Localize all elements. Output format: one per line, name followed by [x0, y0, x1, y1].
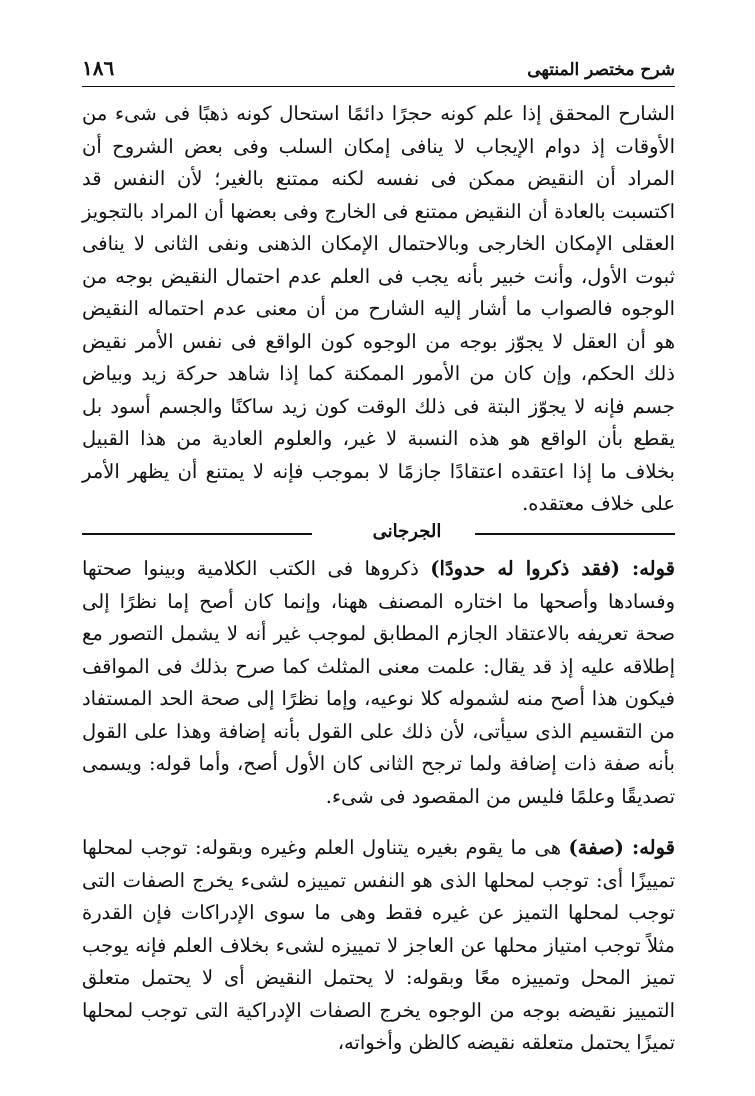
divider-rule-right [475, 533, 675, 535]
gloss-lead: قوله: (فقد ذكروا له حدودًا) [430, 557, 675, 580]
gloss-lead: قوله: (صفة) [568, 836, 676, 859]
paragraph-text: ذكروها فى الكتب الكلامية وبينوا صحتها وفسادها وأصحها ما اختاره المصنف ههنا، وإنما كان أصح إما نظرًا إلى صحة تعريفه بالاعتقاد الجازم المطابق لموجب غير أنه لا يشمل التصور مع إطلاقه عليه إذ قد يقال: علمت معنى المثلث كما صرح بذلك فى المواقف فيكون هذا أصح منه لشموله كلا نوعيه، وإما نظرًا إلى صحة الحد المستفاد من التقسيم الذى سيأتى، لأن ذلك على القول بأنه إضافة وهذا على القول بأنه صفة ذات إضافة ولما ترجح الثانى كان الأول أصح، وأما قوله: ويسمى تصديقًا وعلمًا فليس من المقصود فى شىء. [82, 557, 675, 808]
commentary-paragraph-1 [82, 98, 675, 521]
gloss-paragraph-2 [82, 832, 675, 1060]
gloss-paragraph-1 [82, 553, 675, 813]
paragraph-text: الشارح المحقق إذا علم كونه حجرًا دائمًا استحال كونه ذهبًا فى شىء من الأوقات إذ دوام الإيجاب لا ينافى إمكان السلب وفى بعض الشروح أن المراد أن النقيض ممكن فى نفسه لكنه ممتنع بالغير؛ لأن النفس قد اكتسبت بالعادة أن النقيض ممتنع فى الخارج وفى بعضها أن المراد بالتجويز العقلى الإمكان الخارجى وبالاحتمال الإمكان الذهنى ونفى الثانى لا ينافى ثبوت الأول، وأنت خبير بأنه يجب فى العلم عدم احتمال النقيض بوجه من الوجوه فالصواب ما أشار إليه الشارح من أن معنى عدم احتماله النقيض هو أن العقل لا يجوّز بوجه من الوجوه كون الواقع فى نفس الأمر نقيض ذلك الحكم، وإن كان من الأمور الممكنة كما إذا شاهد حركة زيد وبياض جسم فإنه لا يجوّز البتة فى ذلك الوقت كون زيد ساكنًا والجسم أسود بل يقطع بأن الواقع هو هذه النسبة لا غير، والعلوم العادية من هذا القبيل بخلاف ما إذا اعتقده اعتقادًا جازمًا لا بموجب فإنه لا يمتنع أن يظهر الأمر على خلاف معتقده. [82, 102, 675, 515]
section-heading: الجرجانى [372, 521, 442, 542]
running-title: شرح مختصر المنتهى [527, 60, 675, 80]
page-number: ١٨٦ [82, 56, 115, 80]
divider-rule-left [82, 533, 312, 535]
page-header [82, 58, 675, 87]
paragraph [82, 553, 675, 813]
section-divider [82, 521, 675, 545]
paragraph-text: هى ما يقوم بغيره يتناول العلم وغيره وبقوله: توجب لمحلها تمييزًا أى: توجب لمحلها الذى هو النفس تمييزه لشىء يخرج الصفات التى توجب لمحلها التميز عن غيره فقط وهى ما سوى الإدراكات فإن القدرة مثلاً توجب امتياز محلها عن العاجز لا تمييزه لشىء بخلاف العلم فإنه يوجب تميز المحل وتمييزه معًا وبقوله: لا يحتمل النقيض أى لا يحتمل متعلق التمييز نقيضه بوجه من الوجوه يخرج الصفات الإدراكية التى توجب لمحلها تميزًا يحتمل متعلقه نقيضه كالظن وأخواته، [82, 836, 675, 1054]
paragraph [82, 832, 675, 1060]
